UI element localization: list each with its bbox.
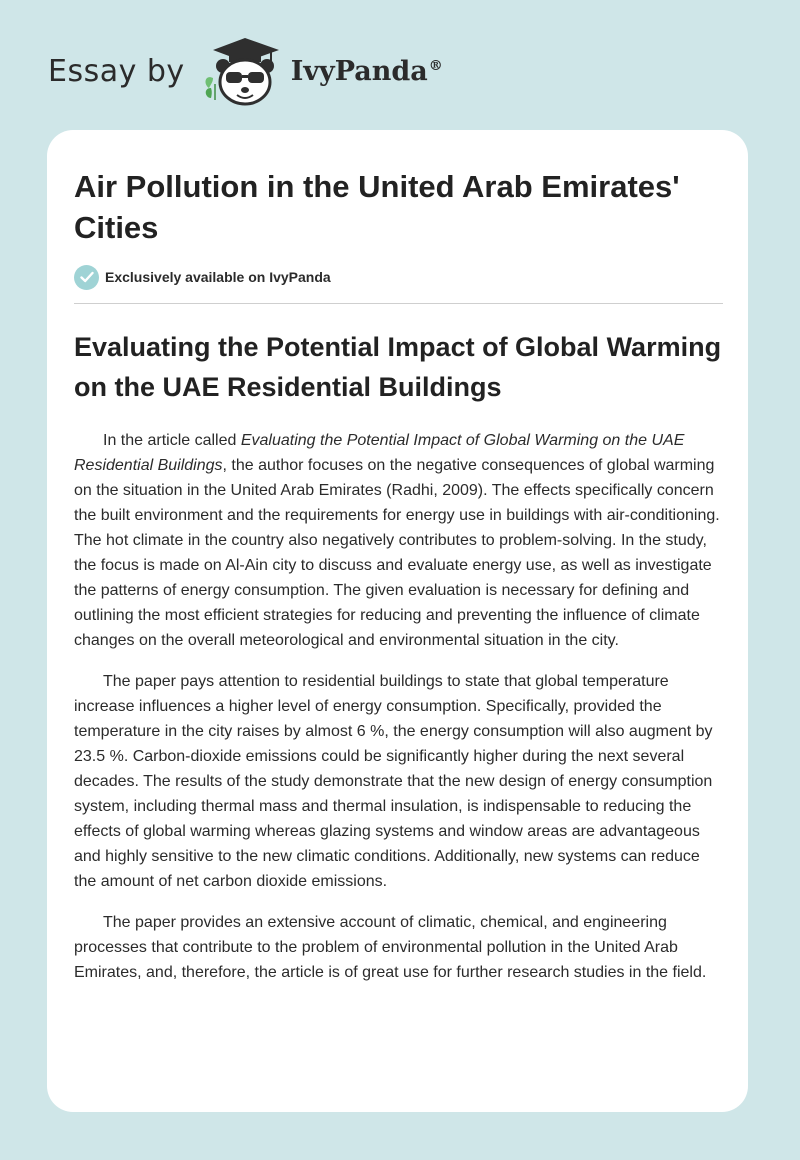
brand-name[interactable]: IvyPanda®: [290, 55, 443, 87]
essay-content: [74, 130, 722, 985]
site-header: [48, 34, 443, 108]
essay-card: [47, 130, 748, 1112]
article-title-citation: Evaluating the Potential Impact of Global Warming on the UAE Residential Buildings: [74, 432, 685, 474]
check-circle-icon: [74, 265, 99, 290]
essay-by-label: Essay by: [48, 53, 185, 89]
page-title: Air Pollution in the United Arab Emirates' Cities: [74, 169, 680, 245]
panda-graduate-logo-icon[interactable]: [199, 34, 285, 108]
registered-mark: ®: [428, 57, 443, 74]
exclusive-badge: [74, 264, 722, 290]
paragraph-1: In the article called Evaluating the Potential Impact of Global Warming on the UAE Residential Buildings, the author focuses on the negative consequences of global warming on the situation in the United Arab Emirates (Radhi, 2009). The effects specifically concern the built environment and the requirements for energy use in buildings with air-conditioning. The hot climate in the country also negatively contributes to problem-solving. In the study, the focus is made on Al-Ain city to discuss and evaluate energy use, as well as investigate the patterns of energy consumption. The given evaluation is necessary for defining and outlining the most efficient strategies for reducing and preventing the influence of climate changes on the overall meteorological and environmental situation in the city.: [74, 432, 720, 649]
paragraph-3: The paper provides an extensive account of climatic, chemical, and engineering processes that contribute to the problem of environmental pollution in the United Arab Emirates, and, therefore, the article is of great use for further research studies in the field.: [74, 914, 707, 981]
exclusive-label: Exclusively available on IvyPanda: [105, 269, 331, 285]
divider: [74, 303, 723, 304]
section-heading: Evaluating the Potential Impact of Global Warming on the UAE Residential Buildings: [74, 332, 722, 402]
paragraph-2: The paper pays attention to residential buildings to state that global temperature increase influences a higher level of energy consumption. Specifically, provided the temperature in the city raises by almost 6 %, the energy consumption will also augment by 23.5 %. Carbon-dioxide emissions could be significantly higher during the next several decades. The results of the study demonstrate that the new design of energy consumption system, including thermal mass and thermal insulation, is indispensable to reducing the effects of global warming whereas glazing systems and window areas are advantageous and highly sensitive to the new climatic conditions. Additionally, new systems can reduce the amount of net carbon dioxide emissions.: [74, 673, 713, 890]
ivy-leaf-icon: [205, 77, 214, 100]
